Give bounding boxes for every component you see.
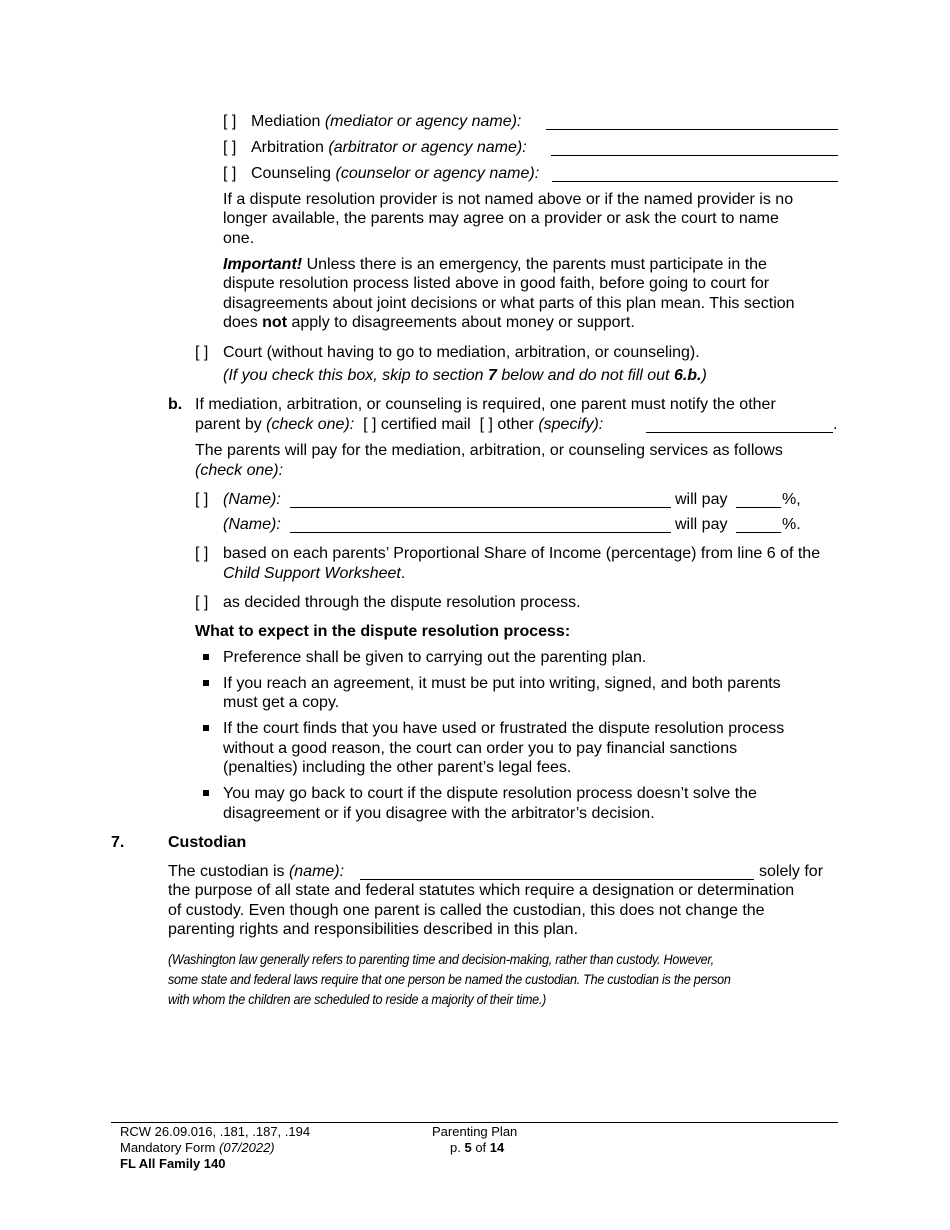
- notify-pre: parent by: [195, 416, 267, 433]
- custodian-note-line-1: (Washington law generally refers to parenting time and decision-making, rather than custody. However,: [168, 951, 714, 967]
- footer-date: (07/2022): [218, 1140, 275, 1155]
- proportional-checkbox[interactable]: [ ]: [195, 545, 209, 562]
- footer-rule: [111, 1122, 838, 1123]
- custodian-solely-for: solely for: [759, 863, 824, 880]
- court-note-mid: below and do not fill out: [496, 367, 674, 384]
- custodian-name-field[interactable]: [360, 879, 754, 880]
- arbitration-hint: (arbitrator or agency name):: [328, 139, 527, 156]
- court-note-section: 7: [488, 367, 497, 384]
- provider-para-line-1: If a dispute resolution provider is not named above or if the named provider is no: [223, 191, 794, 208]
- custodian-line-2: the purpose of all state and federal statutes which require a designation or determination: [168, 882, 795, 899]
- mediation-label: Mediation: [251, 113, 321, 130]
- bullet-icon: [203, 680, 209, 686]
- percent-field-2[interactable]: [736, 532, 781, 533]
- important-line-4: [223, 313, 635, 333]
- other-specify-field[interactable]: [646, 432, 833, 433]
- important-lead: Important!: [223, 256, 303, 273]
- pay-line-1: The parents will pay for the mediation, arbitration, or counseling services as follows: [195, 442, 783, 459]
- name-split-checkbox[interactable]: [ ]: [195, 491, 209, 508]
- notify-hint: (check one):: [266, 416, 355, 433]
- provider-para-line-3: one.: [223, 230, 255, 247]
- footer-rcw: RCW 26.09.016, .181, .187, .194: [120, 1124, 311, 1139]
- bullet-2-line-2: must get a copy.: [223, 694, 340, 711]
- important-line-1: [223, 255, 767, 275]
- bullet-3-line-3: (penalties) including the other parent’s legal fees.: [223, 759, 572, 776]
- arbitration-name-field[interactable]: [551, 155, 838, 156]
- court-note-pre: (If you check this box, skip to section: [223, 367, 489, 384]
- bullet-1-line-1: Preference shall be given to carrying out the parenting plan.: [223, 649, 647, 666]
- custodian-note-line-2: some state and federal laws require that one person be named the custodian. The custodian is the person: [168, 971, 731, 987]
- percent-sign-2: %.: [782, 516, 801, 533]
- counseling-hint: (counselor or agency name):: [335, 165, 540, 182]
- percent-sign-1: %,: [782, 491, 801, 508]
- expect-heading: What to expect in the dispute resolution process:: [195, 623, 571, 640]
- footer-mandatory: Mandatory Form (07/2022): [120, 1140, 275, 1155]
- name-field-1[interactable]: [290, 507, 671, 508]
- footer-title: Parenting Plan: [432, 1124, 518, 1139]
- name-label-1: (Name):: [223, 491, 281, 508]
- counseling-option: [223, 164, 539, 184]
- arbitration-label: Arbitration: [251, 139, 324, 156]
- other-label: other: [497, 416, 534, 433]
- important-line-2: dispute resolution process listed above in good faith, before going to court for: [223, 275, 770, 292]
- specify-hint: (specify):: [538, 416, 604, 433]
- section-b-line-2: [195, 415, 603, 435]
- court-label: Court (without having to go to mediation, arbitration, or counseling).: [223, 344, 700, 361]
- custodian-line-1: The custodian is (name):: [168, 863, 345, 880]
- name-label-2: (Name):: [223, 516, 281, 533]
- bullet-3-line-1: If the court finds that you have used or frustrated the dispute resolution process: [223, 720, 785, 737]
- custodian-note-line-3: with whom the children are scheduled to reside a majority of their time.): [168, 991, 547, 1007]
- arbitration-checkbox[interactable]: [ ]: [223, 139, 237, 156]
- important-text-1: Unless there is an emergency, the parents must participate in the: [306, 256, 767, 273]
- arbitration-option: [223, 138, 527, 158]
- bullet-2-line-1: If you reach an agreement, it must be put into writing, signed, and both parents: [223, 675, 781, 692]
- bullet-icon: [203, 790, 209, 796]
- proportional-line-2: Child Support Worksheet.: [223, 565, 406, 582]
- custodian-line-3: of custody. Even though one parent is called the custodian, this does not change the: [168, 902, 765, 919]
- certified-mail-checkbox[interactable]: [ ]: [363, 416, 377, 433]
- bullet-icon: [203, 654, 209, 660]
- bullet-icon: [203, 725, 209, 731]
- footer-page: p. 5 of 14: [450, 1140, 505, 1155]
- section-7-number: 7.: [111, 834, 125, 851]
- notify-period: .: [833, 416, 838, 433]
- bullet-4-line-1: You may go back to court if the dispute resolution process doesn’t solve the: [223, 785, 757, 802]
- footer-form-id: FL All Family 140: [120, 1156, 226, 1171]
- court-note-subsection: 6.b.: [673, 367, 702, 384]
- mediation-checkbox[interactable]: [ ]: [223, 113, 237, 130]
- important-last-pre: does: [223, 314, 263, 331]
- decided-checkbox[interactable]: [ ]: [195, 594, 209, 611]
- proportional-line-1: based on each parents’ Proportional Share of Income (percentage) from line 6 of the: [223, 545, 821, 562]
- important-not: not: [262, 314, 288, 331]
- court-note-end: ): [701, 367, 707, 384]
- important-last-post: apply to disagreements about money or support.: [287, 314, 635, 331]
- proportional-option: [195, 544, 820, 564]
- court-note: [223, 366, 707, 386]
- important-line-3: disagreements about joint decisions or what parts of this plan mean. This section: [223, 295, 795, 312]
- will-pay-2: will pay: [675, 516, 728, 533]
- child-support-worksheet: Child Support Worksheet: [223, 565, 401, 582]
- name-field-2[interactable]: [290, 532, 671, 533]
- section-7-title: Custodian: [168, 834, 247, 851]
- pay-line-2: (check one):: [195, 462, 284, 479]
- bullet-4-line-2: disagreement or if you disagree with the arbitrator’s decision.: [223, 805, 655, 822]
- decided-label: as decided through the dispute resolution process.: [223, 594, 581, 611]
- provider-para-line-2: longer available, the parents may agree on a provider or ask the court to name: [223, 210, 779, 227]
- counseling-name-field[interactable]: [552, 181, 838, 182]
- mediation-option: [223, 112, 521, 132]
- will-pay-1: will pay: [675, 491, 728, 508]
- percent-field-1[interactable]: [736, 507, 781, 508]
- other-checkbox[interactable]: [ ]: [479, 416, 493, 433]
- counseling-checkbox[interactable]: [ ]: [223, 165, 237, 182]
- custodian-line-4: parenting rights and responsibilities described in this plan.: [168, 921, 579, 938]
- bullet-3-line-2: without a good reason, the court can order you to pay financial sanctions: [223, 740, 738, 757]
- certified-mail-label: certified mail: [380, 416, 471, 433]
- section-b-line-1: If mediation, arbitration, or counseling is required, one parent must notify the other: [195, 396, 776, 413]
- mediation-hint: (mediator or agency name):: [324, 113, 522, 130]
- decided-option: [195, 593, 581, 613]
- court-option: [195, 343, 700, 363]
- mediation-name-field[interactable]: [546, 129, 838, 130]
- court-checkbox[interactable]: [ ]: [195, 344, 209, 361]
- counseling-label: Counseling: [251, 165, 332, 182]
- footer-page-number: 5: [464, 1140, 472, 1155]
- custodian-name-hint: (name):: [288, 863, 345, 880]
- section-b-letter: b.: [168, 396, 183, 413]
- name-row-1: [195, 490, 281, 510]
- footer-page-total: 14: [489, 1140, 505, 1155]
